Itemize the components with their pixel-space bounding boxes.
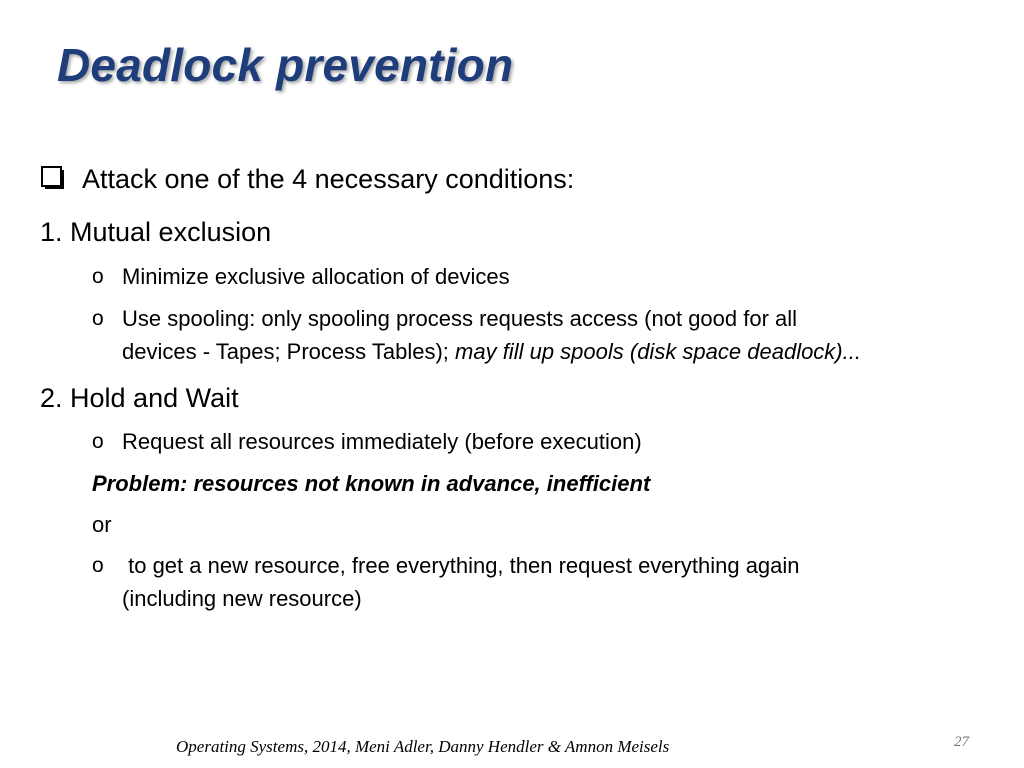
- bullet-text-line2-plain: devices - Tapes; Process Tables);: [122, 339, 456, 365]
- circle-bullet-icon: o: [92, 307, 104, 330]
- page-number: 27: [954, 734, 969, 750]
- bullet-text: Request all resources immediately (before execution): [122, 429, 642, 454]
- bullet-text-line2-italic: may fill up spools (disk space deadlock)...: [455, 339, 861, 365]
- bullet-text-line2: [122, 339, 861, 365]
- bullet-use-spooling: [92, 306, 861, 366]
- main-bullet: [40, 163, 574, 195]
- main-bullet-text: Attack one of the 4 necessary conditions:: [82, 164, 575, 194]
- slide-title: Deadlock prevention: [57, 39, 514, 91]
- or-text: or: [92, 512, 112, 537]
- section-heading-hold-and-wait: 2. Hold and Wait: [40, 383, 239, 413]
- bullet-minimize-exclusive: [92, 264, 510, 290]
- section-heading-mutual-exclusion: 1. Mutual exclusion: [40, 217, 272, 247]
- bullet-free-everything: [92, 553, 800, 613]
- slide-footer: Operating Systems, 2014, Meni Adler, Danny Hendler & Amnon Meisels: [176, 737, 670, 756]
- bullet-text: Minimize exclusive allocation of devices: [122, 264, 510, 289]
- circle-bullet-icon: o: [92, 265, 104, 288]
- bullet-request-all: [92, 429, 642, 455]
- circle-bullet-icon: o: [92, 554, 104, 577]
- bullet-text-line2: (including new resource): [122, 586, 362, 612]
- circle-bullet-icon: o: [92, 430, 104, 453]
- bullet-text-line1: to get a new resource, free everything, then request everything again: [122, 553, 800, 578]
- problem-statement: Problem: resources not known in advance, inefficient: [92, 471, 651, 496]
- bullet-text-line1: Use spooling: only spooling process requests access (not good for all: [122, 306, 798, 331]
- checkbox-icon: [40, 165, 68, 193]
